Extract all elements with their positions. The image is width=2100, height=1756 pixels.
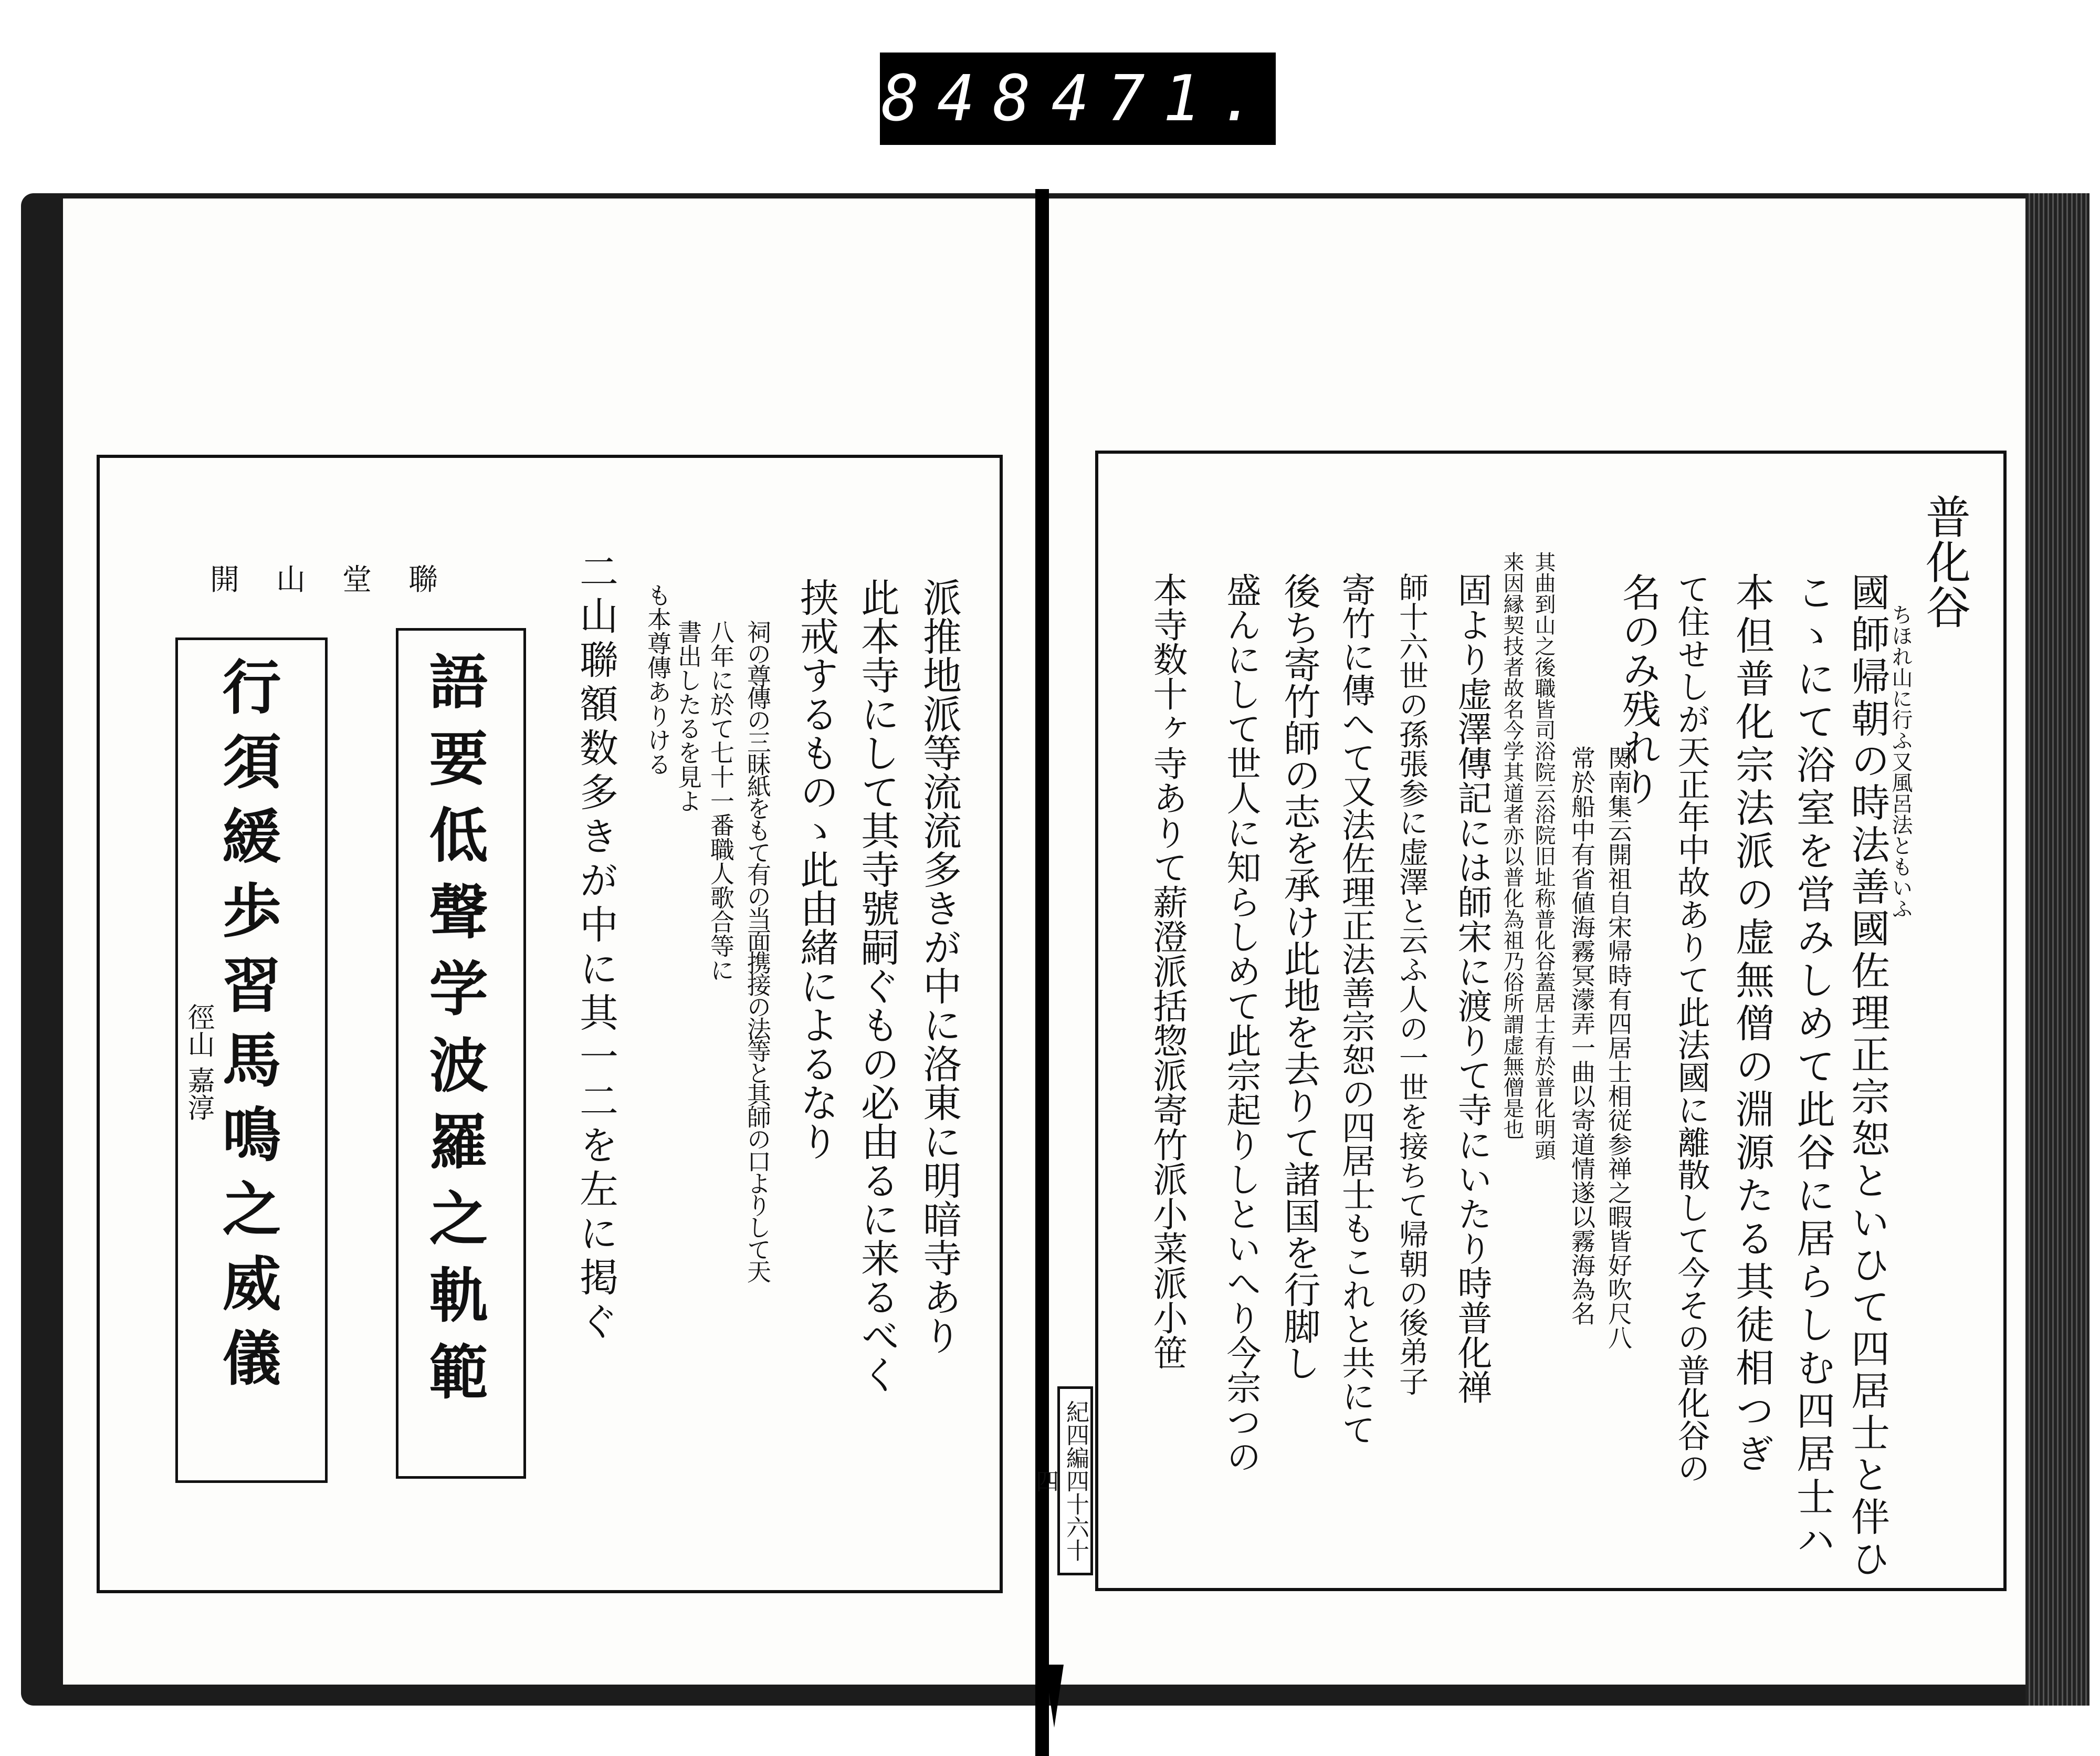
left-body-line: 八年に於て七十一番職人歌合等に	[707, 620, 735, 982]
right-body-line: て住せしが天正年中故ありて此法國に離散して今その普化谷の	[1672, 572, 1710, 1484]
left-body-line: 書出したるを見よ	[674, 620, 702, 813]
page-edges	[2025, 193, 2090, 1706]
left-body-line: 派推地派等流流多きが中に洛東に明暗寺あり	[917, 578, 962, 1355]
archive-id-left: 848	[881, 62, 1049, 135]
right-body-line: 寄竹に傳へて又法佐理正法善宗恕の四居士もこれと共にて	[1336, 572, 1375, 1446]
right-body-line: こゝにて浴室を営みしめて此谷に居らしむ四居士ハ	[1790, 572, 1835, 1563]
left-body-line: 此本寺にして其寺號嗣ぐもの必由るに来るべく	[855, 578, 900, 1394]
plaque-signature: 徑山 嘉淳	[183, 1003, 214, 1121]
quote-line: 関南集云開祖自宋帰時有四居士相従参禅之暇皆好吹尺八	[1604, 746, 1633, 1350]
right-body-line: 本但普化宗法派の虚無僧の淵源たる其徒相つぎ	[1729, 572, 1774, 1477]
archive-id-right: 471.	[1051, 62, 1275, 135]
right-body-line: 名のみ残れり	[1616, 572, 1661, 806]
bookmark-arrow-icon	[1045, 1665, 1064, 1728]
right-heading-note: ちほれ山に行ふ又風呂法ともいふ	[1888, 604, 1913, 919]
right-body-line: 固より虚澤傳記には師宋に渡りて寺にいたり時普化禅	[1452, 572, 1492, 1404]
plaque-line-1: 語要低聲学波羅之軌範	[419, 651, 488, 1418]
right-body-line: 本寺数十ヶ寺ありて薪澄派括惣派寄竹派小菜派小笹	[1147, 572, 1188, 1370]
left-body-line: 祠の尊傳の三昧紙をもて有の当面携接の法等と其師の口よりして天	[743, 620, 772, 1281]
plaque-line-2: 行須緩歩習馬鳴之威儀	[213, 656, 281, 1402]
plaque-caption: 開山堂聯	[210, 563, 475, 597]
right-body-line: 師十六世の孫張参に虚澤と云ふ人の一世を接ちて帰朝の後弟子	[1394, 572, 1429, 1396]
quote-line: 常於船中有省値海霧冥濛弄一曲以寄道情遂以霧海為名	[1568, 746, 1596, 1325]
right-body-line: 後ち寄竹師の志を承け此地を去りて諸国を行脚し	[1278, 572, 1321, 1381]
archive-id-label	[880, 53, 1276, 145]
left-body-line: も本尊傳ありける	[644, 583, 672, 776]
book-spine	[1035, 189, 1049, 1756]
right-body-line: 國師帰朝の時法善國佐理正宗恕といひて四居士と伴ひ	[1845, 572, 1890, 1581]
left-body-line: 挟戒するものゝ此由緒によるなり	[794, 578, 839, 1161]
quote-line: 来因縁契技者故名今学其道者亦以普化為祖乃俗所謂虚無僧是也	[1500, 551, 1524, 1140]
quote-line: 其曲到山之後職皆司浴院云浴院旧址称普化谷蓋居士有於普化明頭	[1531, 551, 1556, 1161]
right-heading: 普化谷	[1918, 494, 1970, 629]
left-heading: 二山聯額数多きが中に其一二を左に掲ぐ	[573, 551, 618, 1345]
right-body-line: 盛んにして世人に知らしめて此宗起りしといへり今宗つの	[1221, 572, 1261, 1473]
volume-tag: 紀四編四十六十四	[1057, 1386, 1093, 1575]
